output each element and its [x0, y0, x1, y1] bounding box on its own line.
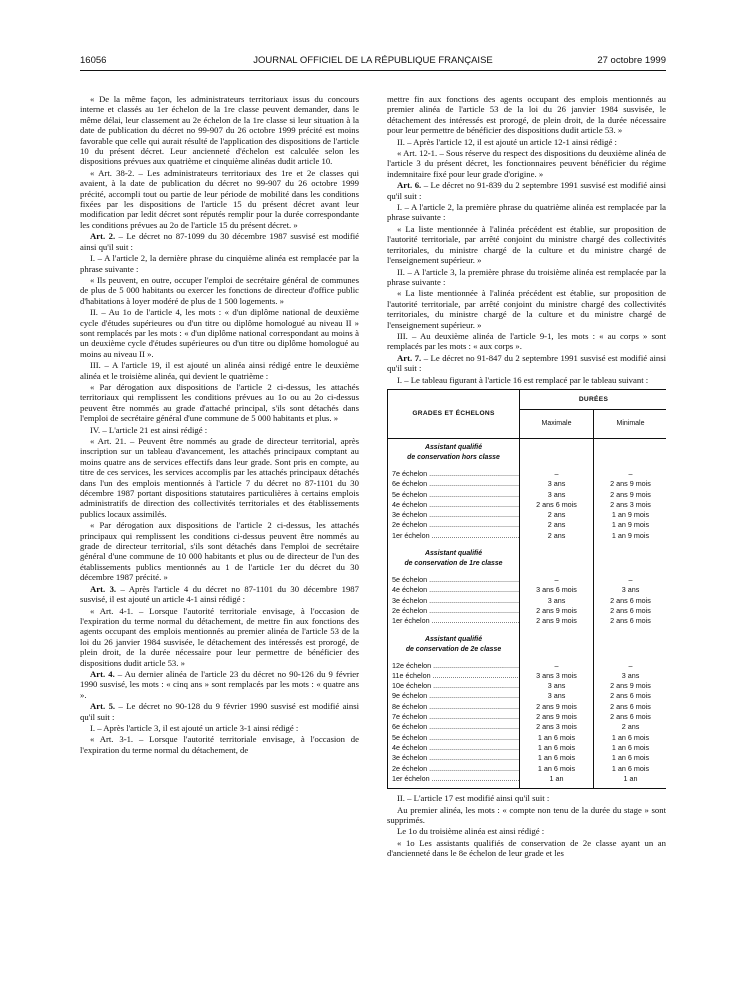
paragraph: II. – L'article 17 est modifié ainsi qu'il suit : — [397, 793, 550, 804]
minimale-cell: 1 an 9 mois — [611, 510, 650, 520]
group-spacer — [520, 439, 593, 469]
group-gap — [388, 784, 519, 788]
echelon-cell: 1er échelon ..... — [388, 774, 519, 784]
minimale-cell: 2 ans 6 mois — [610, 712, 651, 722]
group-gap — [520, 784, 593, 788]
echelon-cell: 2e échelon ..... — [388, 764, 519, 774]
maximale-cell: 2 ans 9 mois — [536, 605, 577, 615]
maximale-cell: 3 ans — [547, 691, 566, 701]
left-column — [80, 94, 359, 974]
echelon-cell: 6e échelon ..... — [388, 479, 519, 489]
echelon-cell: 5e échelon ..... — [388, 575, 519, 585]
minimale-cell: 2 ans 6 mois — [610, 701, 651, 711]
paragraph: « Par dérogation aux dispositions de l'article 2 ci-dessus, les attachés territoriaux qui remplissent les conditions prévues au 1o ou au 2o ci-dessus peuvent être nommés au grade d'attaché principal, s'ils sont détachés dans l'emploi de secrétaire général d'une commune de 5 000 habitants et plus. » — [80, 381, 359, 424]
group-title-line: Assistant qualifié — [424, 635, 483, 643]
minimale-cell: 1 an 9 mois — [611, 530, 650, 540]
group-spacer — [594, 631, 666, 661]
echelon-cell: 1er échelon ..... — [388, 531, 519, 541]
echelon-cell: 6e échelon ..... — [388, 722, 519, 732]
paragraph: « Art. 4-1. – Lorsque l'autorité territoriale envisage, à l'occasion de l'expiration du terme normal du détachement, de mettre fin aux fonctions des agents occupant des emplois mentionnés au premier alinéa de l'article 53 de la loi du 26 janvier 1984 susvisée, le détachement des intéressés est prorogé, de plein droit, de la durée nécessaire pour leur permettre de bénéficier des dispositions dudit article 53. » — [80, 605, 359, 668]
minimale-cell: 2 ans 9 mois — [610, 479, 651, 489]
echelon-cell: 11e échelon ..... — [388, 671, 519, 681]
minimale-cell: 2 ans 6 mois — [610, 605, 651, 615]
echelon-cell: 3e échelon ..... — [388, 753, 519, 763]
column-grades — [388, 439, 520, 788]
paragraph: I. – A l'article 2, la dernière phrase du cinquième alinéa est remplacée par la phrase suivante : — [80, 253, 359, 274]
group-title — [388, 545, 519, 575]
echelon-cell: 3e échelon ..... — [388, 510, 519, 520]
page-header — [80, 55, 666, 69]
minimale-cell: 1 an 6 mois — [611, 763, 650, 773]
article-label: Art. 7. — [397, 352, 422, 363]
minimale-cell: 1 an 6 mois — [611, 732, 650, 742]
paragraph: « Art. 12-1. – Sous réserve du respect des dispositions du deuxième alinéa de l'article 3 du présent décret, les fonctionnaires peuvent bénéficier du régime indemnitaire fixé pour leur grade d'origine. » — [387, 148, 666, 179]
right-column — [387, 94, 666, 974]
page-number: 16056 — [80, 55, 107, 66]
echelon-cell: 4e échelon ..... — [388, 585, 519, 595]
echelon-cell: 1er échelon ..... — [388, 616, 519, 626]
group-spacer — [520, 631, 593, 661]
paragraph: I. – Après l'article 3, il est ajouté un article 3-1 ainsi rédigé : — [90, 722, 299, 733]
maximale-cell: 1 an 6 mois — [537, 753, 576, 763]
maximale-cell: 2 ans 6 mois — [536, 499, 577, 509]
column-minimale — [594, 439, 666, 788]
group-title-line: Assistant qualifié — [424, 443, 483, 451]
maximale-cell: 1 an 6 mois — [537, 742, 576, 752]
maximale-cell: 2 ans 9 mois — [536, 616, 577, 626]
minimale-cell: – — [628, 660, 633, 670]
group-title — [388, 631, 519, 661]
table-body — [388, 439, 666, 788]
header-maximale: Maximale — [520, 410, 594, 438]
echelon-cell: 7e échelon ..... — [388, 469, 519, 479]
minimale-cell: 2 ans 9 mois — [610, 681, 651, 691]
minimale-cell: 1 an 9 mois — [611, 520, 650, 530]
paragraph: Le 1o du troisième alinéa est ainsi rédigé : — [397, 826, 545, 837]
minimale-cell: 1 an 6 mois — [611, 742, 650, 752]
minimale-cell: 3 ans — [621, 670, 640, 680]
group-title-line: Assistant qualifié — [424, 550, 483, 558]
maximale-cell: 2 ans — [547, 510, 566, 520]
paragraph: mettre fin aux fonctions des agents occupant des emplois mentionnés au premier alinéa de l'article 53 de la loi du 26 janvier 1984 susvisée, le détachement des intéressés est prorogé, de plein droit, de la durée nécessaire pour leur permettre de bénéficier des dispositions dudit article 53. » — [387, 94, 666, 136]
article-label: Art. 2. — [90, 231, 116, 242]
paragraph: I. – A l'article 2, la première phrase du quatrième alinéa est remplacée par la phrase suivante : — [387, 202, 666, 223]
header-grades: GRADES ET ÉCHELONS — [388, 390, 520, 438]
article-paragraph: Art. 4. – Au dernier alinéa de l'article 23 du décret no 90-126 du 9 février 1990 susvisé, les mots : « cinq ans » sont remplacés par les mots : « quatre ans ». — [80, 668, 359, 700]
maximale-cell: 3 ans 6 mois — [536, 585, 577, 595]
minimale-cell: – — [628, 468, 633, 478]
paragraph: IV. – L'article 21 est ainsi rédigé : — [90, 424, 208, 435]
paragraph: II. – A l'article 3, la première phrase du troisième alinéa est remplacée par la phrase suivante : — [387, 266, 666, 287]
echelon-cell: 2e échelon ..... — [388, 520, 519, 530]
table-header — [388, 390, 666, 439]
maximale-cell: 2 ans 9 mois — [536, 712, 577, 722]
minimale-cell: 2 ans 6 mois — [610, 595, 651, 605]
article-paragraph: Art. 6. – Le décret no 91-839 du 2 septembre 1991 susvisé est modifié ainsi qu'il suit : — [387, 180, 666, 201]
article-label: Art. 5. — [90, 701, 116, 712]
minimale-cell: 2 ans 6 mois — [610, 616, 651, 626]
article-paragraph: Art. 7. – Le décret no 91-847 du 2 septembre 1991 susvisé est modifié ainsi qu'il suit : — [387, 352, 666, 374]
maximale-cell: 2 ans — [547, 530, 566, 540]
maximale-cell: – — [554, 660, 559, 670]
maximale-cell: 2 ans — [547, 520, 566, 530]
maximale-cell: 2 ans 9 mois — [536, 701, 577, 711]
echelon-cell: 3e échelon ..... — [388, 596, 519, 606]
maximale-cell: 3 ans — [547, 681, 566, 691]
group-spacer — [594, 545, 666, 575]
paragraph: I. – Le tableau figurant à l'article 16 est remplacé par le tableau suivant : — [397, 374, 649, 385]
minimale-cell: 3 ans — [621, 585, 640, 595]
paragraph: « De la même façon, les administrateurs territoriaux issus du concours interne et classés au 1er échelon de la 1re classe peuvent demander, dans le même délai, leur classement au 2e échelon de la 1re classe si leur situation à la date de publication du décret no 99-907 du 26 octobre 1999 précité est moins favorable que celle qui aurait résulté de l'application des dispositions de l'article 10 du présent décret. Leur ancienneté d'échelon est calculée selon les dispositions prévues aux quatrième et cinquième alinéas dudit article 10. — [80, 94, 359, 167]
paragraph: « Art. 38-2. – Les administrateurs territoriaux des 1re et 2e classes qui avaient, à la date de publication du décret no 99-907 du 26 octobre 1999 précité, accompli tout ou partie de leur période de mobilité dans les conditions fixées par les dispositions de l'article 15 du présent décret avant leur modification par ledit décret sont réputés remplir pour la durée correspondante les conditions prévues au 2o de l'article 15 du présent décret. » — [80, 167, 359, 230]
echelon-cell: 9e échelon ..... — [388, 691, 519, 701]
maximale-cell: 3 ans — [547, 479, 566, 489]
group-title-line: de conservation de 2e classe — [405, 645, 502, 653]
maximale-cell: – — [554, 575, 559, 585]
echelon-cell: 7e échelon ..... — [388, 712, 519, 722]
paragraph: II. – Après l'article 12, il est ajouté un article 12-1 ainsi rédigé : — [397, 136, 617, 147]
minimale-cell: 2 ans — [621, 722, 640, 732]
issue-date: 27 octobre 1999 — [597, 55, 666, 66]
group-spacer — [594, 439, 666, 469]
paragraph: « La liste mentionnée à l'alinéa précédent est établie, sur proposition de l'autorité territoriale, par arrêté conjoint du ministre chargé des collectivités territoriales, du ministre chargé de la culture et du ministre chargé de l'enseignement supérieur. » — [387, 223, 666, 266]
article-paragraph: Art. 2. – Le décret no 87-1099 du 30 décembre 1987 susvisé est modifié ainsi qu'il suit : — [80, 231, 359, 252]
journal-title: JOURNAL OFFICIEL DE LA RÉPUBLIQUE FRANÇAISE — [253, 55, 493, 66]
paragraph: III. – Au deuxième alinéa de l'article 9-1, les mots : « au corps » sont remplacés par les mots : « aux corps ». — [387, 330, 666, 352]
group-title-line: de conservation de 1re classe — [404, 560, 503, 568]
minimale-cell: 2 ans 6 mois — [610, 691, 651, 701]
group-spacer — [520, 545, 593, 575]
group-title-line: de conservation hors classe — [407, 453, 500, 461]
durations-table — [387, 389, 666, 789]
maximale-cell: 1 an 6 mois — [537, 732, 576, 742]
maximale-cell: 3 ans 3 mois — [536, 670, 577, 680]
maximale-cell: 3 ans — [547, 595, 566, 605]
echelon-cell: 12e échelon ..... — [388, 661, 519, 671]
paragraph: « La liste mentionnée à l'alinéa précédent est établie, sur proposition de l'autorité territoriale, par arrêté conjoint du ministre chargé des collectivités territoriales, du ministre chargé de la culture et du ministre chargé de l'enseignement supérieur. » — [387, 288, 666, 330]
echelon-cell: 2e échelon ..... — [388, 606, 519, 616]
minimale-cell: 2 ans 3 mois — [610, 499, 651, 509]
echelon-cell: 10e échelon ..... — [388, 681, 519, 691]
paragraph: « Ils peuvent, en outre, occuper l'emploi de secrétaire général de communes de plus de 5 000 habitants ou exercer les fonctions de directeur d'office public d'habitations à loyer modéré de plus de 1 500 logements. » — [80, 274, 359, 306]
maximale-cell: 1 an 6 mois — [537, 763, 576, 773]
minimale-cell: 2 ans 9 mois — [610, 489, 651, 499]
echelon-cell: 4e échelon ..... — [388, 500, 519, 510]
minimale-cell: 1 an — [623, 773, 638, 783]
column-maximale — [520, 439, 594, 788]
group-gap — [594, 784, 666, 788]
echelon-cell: 4e échelon ..... — [388, 743, 519, 753]
echelon-cell: 5e échelon ..... — [388, 490, 519, 500]
paragraph: II. – Au 1o de l'article 4, les mots : « d'un diplôme national de deuxième cycle d'études supérieures ou d'un titre ou diplôme homologué au niveau II » sont remplacés par les mots : « d'un diplôme national correspondant au moins à un deuxième cycle d'études supérieures ou d'un titre ou diplôme homologué au moins au niveau II ». — [80, 307, 359, 359]
paragraph: III. – A l'article 19, il est ajouté un alinéa ainsi rédigé entre le deuxième alinéa et le troisième alinéa, qui devient le quatrième : — [80, 360, 359, 381]
group-title — [388, 439, 519, 469]
header-rule — [80, 70, 666, 71]
paragraph: Au premier alinéa, les mots : « compte non tenu de la durée du stage » sont supprimés. — [387, 804, 666, 825]
article-paragraph: Art. 3. – Après l'article 4 du décret no 87-1101 du 30 décembre 1987 susvisé, il est ajouté un article 4-1 ainsi rédigé : — [80, 583, 359, 605]
paragraph: « Art. 3-1. – Lorsque l'autorité territoriale envisage, à l'occasion de l'expiration du terme normal du détachement, de — [80, 734, 359, 755]
maximale-cell: 2 ans 3 mois — [536, 722, 577, 732]
minimale-cell: 1 an 6 mois — [611, 753, 650, 763]
article-label: Art. 3. — [90, 583, 117, 594]
article-label: Art. 4. — [90, 668, 115, 679]
header-durees: DURÉES — [520, 390, 666, 410]
article-label: Art. 6. — [397, 180, 422, 191]
header-minimale: Minimale — [616, 420, 645, 428]
maximale-cell: 1 an — [549, 773, 564, 783]
echelon-cell: 8e échelon ..... — [388, 702, 519, 712]
paragraph: « Art. 21. – Peuvent être nommés au grade de directeur territorial, après inscription sur un tableau d'avancement, les attachés principaux comptant au moins quatre ans de services effectifs dans leur grade. Sont pris en compte, au titre de ces services, les services accomplis par les attachés principaux détachés dans l'un des emplois mentionnés à l'article 7 du décret no 87-1101 du 30 décembre 1987 portant dispositions statutaires particulières à certains emplois administratifs de direction des collectivités territoriales et des établissements publics locaux assimilés. — [80, 436, 359, 519]
echelon-cell: 5e échelon ..... — [388, 733, 519, 743]
paragraph: « 1o Les assistants qualifiés de conservation de 2e classe ayant un an d'ancienneté dans le 8e échelon de leur grade et les — [387, 837, 666, 859]
article-paragraph: Art. 5. – Le décret no 90-128 du 9 février 1990 susvisé est modifié ainsi qu'il suit : — [80, 701, 359, 722]
maximale-cell: 3 ans — [547, 489, 566, 499]
minimale-cell: – — [628, 575, 633, 585]
paragraph: « Par dérogation aux dispositions de l'article 2 ci-dessus, les attachés principaux qui remplissent les conditions ci-dessus peuvent être nommés au grade de directeur territorial, s'ils sont détachés dans l'emploi de secrétaire général d'une commune de 10 000 habitants et plus ou de directeur de l'un des établissements publics mentionnés au 1 de l'article 1er du décret du 30 décembre 1987 précité. » — [80, 520, 359, 583]
maximale-cell: – — [554, 468, 559, 478]
